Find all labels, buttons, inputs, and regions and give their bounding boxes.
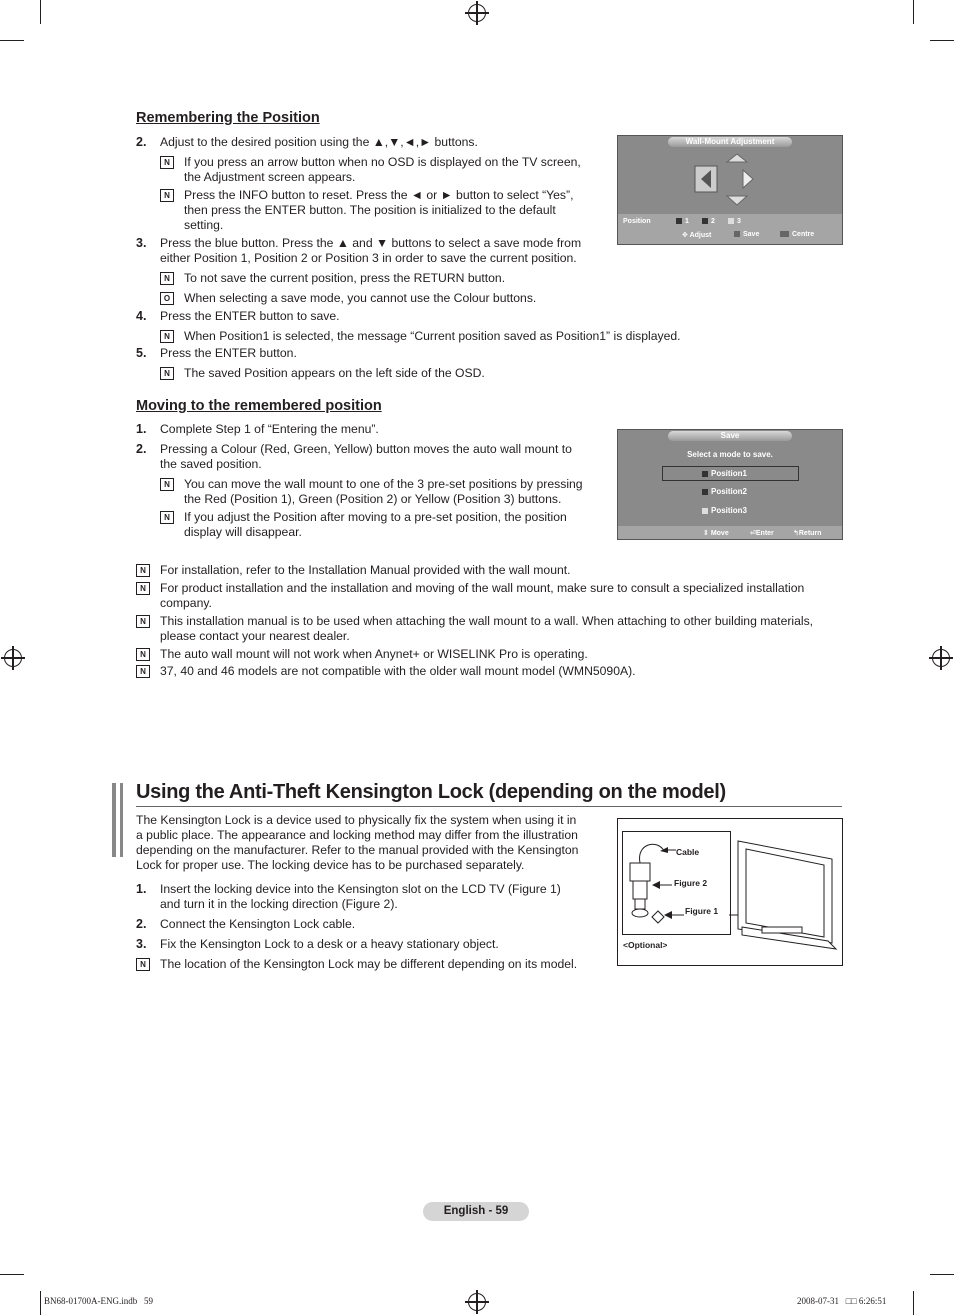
save-label: Save bbox=[743, 231, 760, 238]
pos3-label: 3 bbox=[737, 218, 741, 225]
enter-label: Enter bbox=[755, 530, 774, 537]
note-icon: N bbox=[160, 330, 174, 343]
note-icon: N bbox=[160, 367, 174, 380]
step-number: 5. bbox=[136, 346, 147, 360]
note-text: For product installation and the installation and moving of the wall mount, make sure to consult a specialized installation company. bbox=[160, 581, 805, 610]
step-number: 2. bbox=[136, 442, 147, 456]
kensington-figure bbox=[617, 818, 843, 966]
step-text: Adjust to the desired position using the ▲,▼,◄,► buttons. bbox=[160, 135, 478, 149]
section-heading-moving: Moving to the remembered position bbox=[136, 398, 382, 414]
position-label: Position bbox=[623, 218, 651, 225]
osd-option: Position3 bbox=[711, 506, 748, 515]
centre-label: Centre bbox=[792, 231, 815, 238]
step-number: 2. bbox=[136, 917, 147, 931]
registration-mark-bottom bbox=[468, 1293, 486, 1311]
title-rule bbox=[136, 806, 842, 807]
note-text: You can move the wall mount to one of the 3 pre-set positions by pressing the Red (Position 1), Green (Position 2) or Yellow (Position 3) buttons. bbox=[184, 477, 583, 506]
step-number: 3. bbox=[136, 236, 147, 250]
arrow-pad-icon bbox=[693, 152, 773, 208]
section-bar bbox=[112, 783, 116, 857]
step-text: Pressing a Colour (Red, Green, Yellow) button moves the auto wall mount to the saved position. bbox=[160, 442, 572, 471]
return-label: Return bbox=[798, 530, 822, 537]
kensington-intro: The Kensington Lock is a device used to physically fix the system when using it in a public place. The appearance and locking method may differ from the illustration depending on the manufacturer. Refer to the manual provided with the Kensington Lock for proper use. The locking device has to be purchased separately. bbox=[136, 813, 579, 872]
label-figure2: Figure 2 bbox=[674, 878, 708, 888]
section-heading-remembering: Remembering the Position bbox=[136, 110, 320, 126]
note-text: If you press an arrow button when no OSD is displayed on the TV screen, the Adjustment screen appears. bbox=[184, 155, 581, 184]
move-label: Move bbox=[710, 530, 729, 537]
step-text: Connect the Kensington Lock cable. bbox=[160, 917, 356, 931]
label-figure1: Figure 1 bbox=[685, 906, 719, 916]
note-text: For installation, refer to the Installation Manual provided with the wall mount. bbox=[160, 563, 571, 577]
step-number: 2. bbox=[136, 135, 147, 149]
note-text: The saved Position appears on the left side of the OSD. bbox=[184, 366, 485, 380]
osd-option: Position1 bbox=[711, 469, 748, 478]
page-number-badge: English - 59 bbox=[423, 1202, 529, 1221]
registration-mark-right bbox=[932, 649, 950, 667]
step-text: Press the ENTER button to save. bbox=[160, 309, 340, 323]
step-text: Fix the Kensington Lock to a desk or a heavy stationary object. bbox=[160, 937, 499, 951]
footer-date: 2008-07-31 □□ 6:26:51 bbox=[797, 1296, 887, 1306]
step-number: 1. bbox=[136, 422, 147, 436]
footer-file: BN68-01700A-ENG.indb 59 bbox=[44, 1296, 153, 1306]
note-icon: N bbox=[160, 156, 174, 169]
note-icon: N bbox=[160, 272, 174, 285]
osd-prompt: Select a mode to save. bbox=[687, 450, 773, 459]
note-text: The location of the Kensington Lock may be different depending on its model. bbox=[160, 957, 578, 971]
note-icon: N bbox=[160, 511, 174, 524]
step-number: 3. bbox=[136, 937, 147, 951]
note-text: When Position1 is selected, the message “Current position saved as Position1” is displayed. bbox=[184, 329, 681, 343]
save-osd: Save Select a mode to save. Position1 Position2 Position3 ⇕ Move ⏎Enter ↰Return bbox=[617, 429, 843, 540]
note-icon: N bbox=[136, 582, 150, 595]
pos1-label: 1 bbox=[685, 218, 689, 225]
note-text: The auto wall mount will not work when Anynet+ or WISELINK Pro is operating. bbox=[160, 647, 588, 661]
step-text: Complete Step 1 of “Entering the menu”. bbox=[160, 422, 379, 436]
note-icon: N bbox=[160, 478, 174, 491]
note-icon: N bbox=[136, 615, 150, 628]
note-icon: N bbox=[160, 189, 174, 202]
note-icon: N bbox=[136, 648, 150, 661]
note-icon: N bbox=[136, 665, 150, 678]
registration-mark-left bbox=[4, 649, 22, 667]
note-text: When selecting a save mode, you cannot use the Colour buttons. bbox=[184, 291, 537, 305]
wall-mount-adjustment-osd: Wall-Mount Adjustment Position 1 2 3 ✥ Adjust Save Centre bbox=[617, 135, 843, 245]
kensington-title: Using the Anti-Theft Kensington Lock (depending on the model) bbox=[136, 781, 726, 803]
step-text: Press the blue button. Press the ▲ and ▼ buttons to select a save mode from either Position 1, Position 2 or Position 3 in order to save the current position. bbox=[160, 236, 582, 265]
pos2-label: 2 bbox=[711, 218, 715, 225]
step-text: Press the ENTER button. bbox=[160, 346, 297, 360]
adjust-label: Adjust bbox=[689, 232, 712, 239]
section-bar bbox=[120, 783, 123, 857]
caution-icon: O bbox=[160, 292, 174, 305]
note-text: To not save the current position, press the RETURN button. bbox=[184, 271, 506, 285]
step-number: 4. bbox=[136, 309, 147, 323]
label-cable: Cable bbox=[676, 847, 700, 857]
osd-title: Wall-Mount Adjustment bbox=[668, 137, 792, 147]
note-icon: N bbox=[136, 958, 150, 971]
osd-title: Save bbox=[668, 431, 792, 441]
note-icon: N bbox=[136, 564, 150, 577]
note-text: If you adjust the Position after moving to a pre-set position, the position display will disappear. bbox=[184, 510, 567, 539]
note-text: 37, 40 and 46 models are not compatible with the older wall mount model (WMN5090A). bbox=[160, 664, 636, 678]
step-text: Insert the locking device into the Kensington slot on the LCD TV (Figure 1) and turn it in the locking direction (Figure 2). bbox=[160, 882, 561, 911]
note-text: Press the INFO button to reset. Press the ◄ or ► button to select “Yes”, then press the ENTER button. The position is initialized to the default setting. bbox=[184, 188, 574, 232]
osd-option: Position2 bbox=[711, 487, 748, 496]
label-optional: <Optional> bbox=[623, 940, 668, 950]
step-number: 1. bbox=[136, 882, 147, 896]
registration-mark-top bbox=[468, 4, 486, 22]
note-text: This installation manual is to be used when attaching the wall mount to a wall. When attaching to other building materials, please contact your nearest dealer. bbox=[160, 614, 814, 643]
